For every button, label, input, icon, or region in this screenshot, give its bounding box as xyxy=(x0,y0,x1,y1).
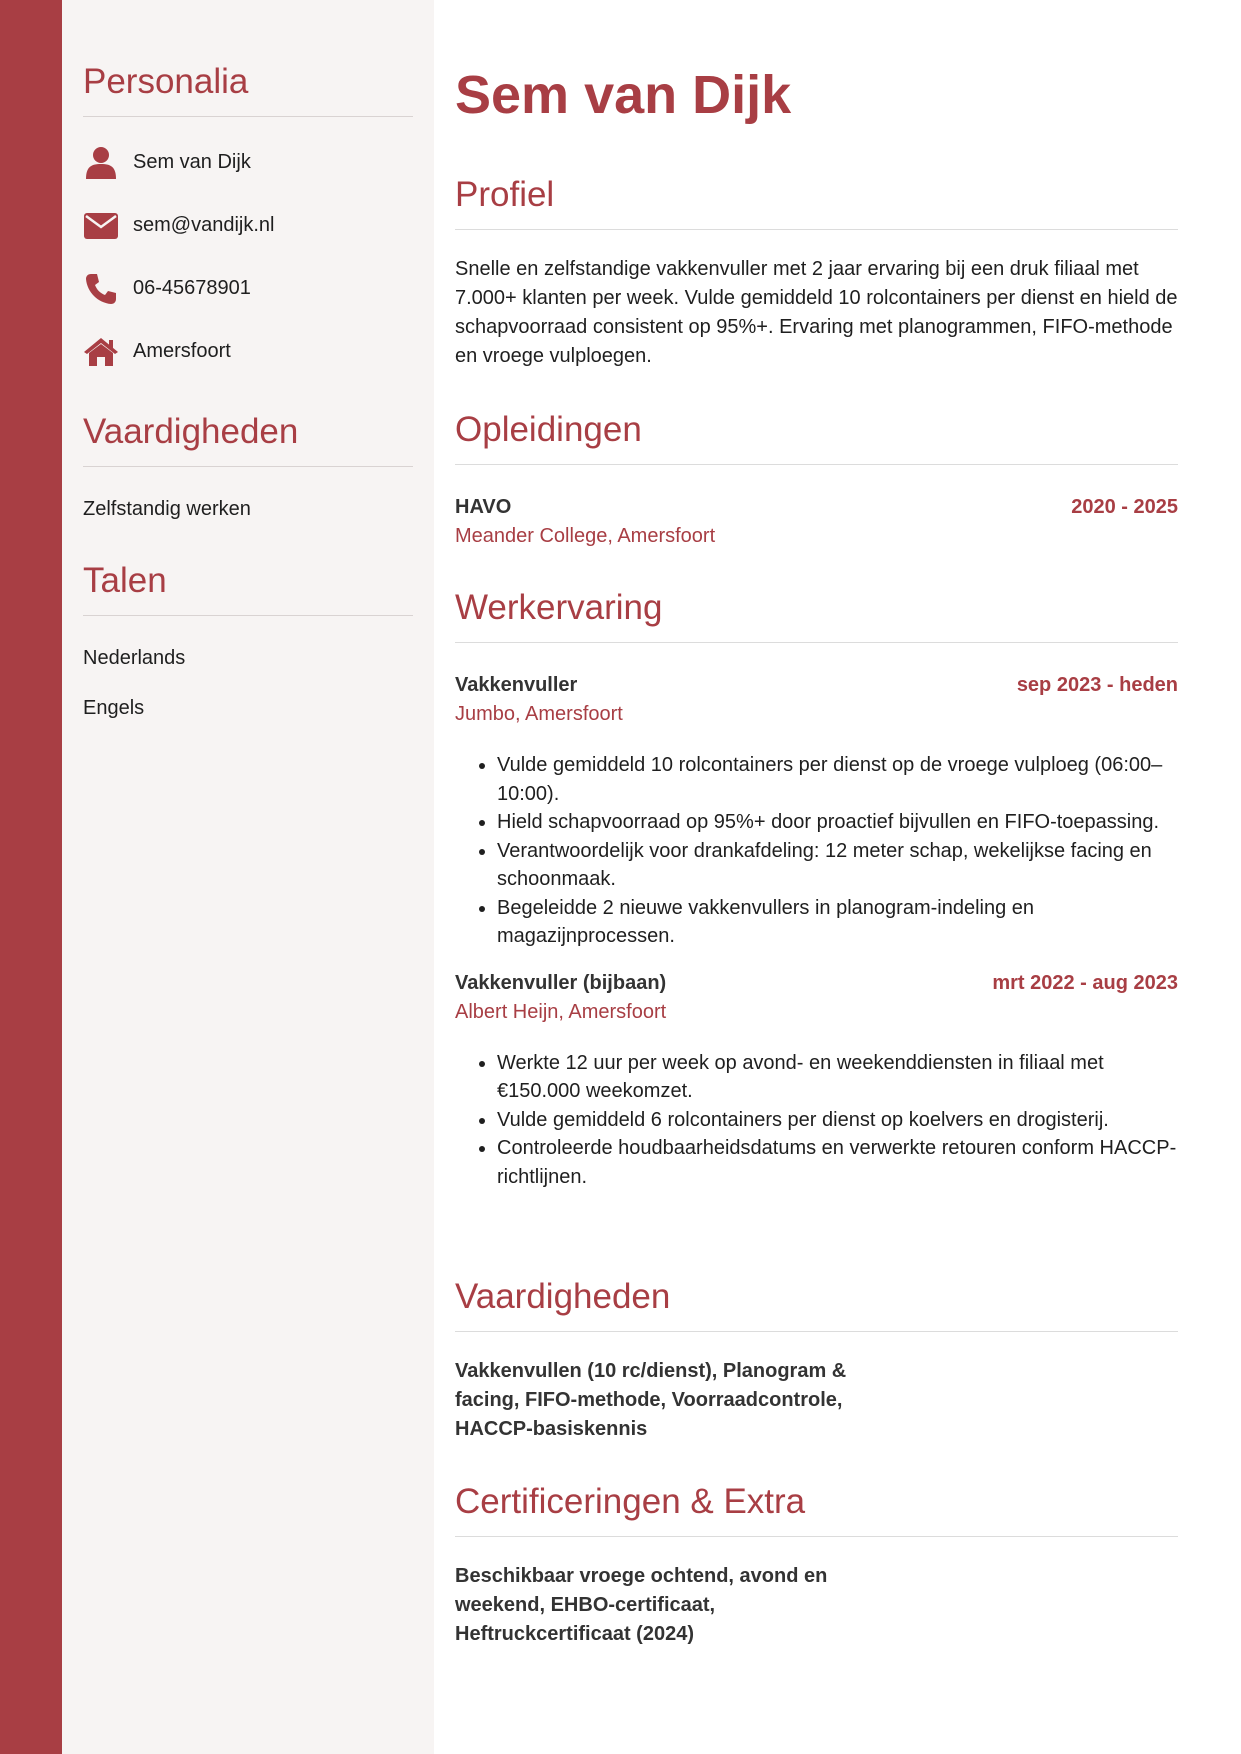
profile-heading: Profiel xyxy=(455,175,1178,230)
home-icon xyxy=(83,334,119,370)
contact-email[interactable] xyxy=(83,194,413,257)
personalia-heading: Personalia xyxy=(83,62,413,117)
education-date: 2020 - 2025 xyxy=(1071,496,1178,518)
language-item: Engels xyxy=(83,697,145,719)
education-entry xyxy=(455,496,1178,548)
contact-location xyxy=(83,320,413,383)
job-employer: Jumbo, Amersfoort xyxy=(455,703,623,725)
certifications-heading: Certificeringen & Extra xyxy=(455,1482,1178,1537)
job-bullet: • Vulde gemiddeld 10 rolcontainers per dienst op de vroege vulploeg (06:00–10:00). xyxy=(497,751,1178,808)
education-section xyxy=(455,410,1178,548)
contact-phone[interactable] xyxy=(83,257,413,320)
job-bullet: • Vulde gemiddeld 6 rolcontainers per dienst op koelvers en drogisterij. xyxy=(497,1106,1178,1135)
user-icon xyxy=(83,145,119,181)
experience-heading: Werkervaring xyxy=(455,588,1178,643)
sidebar xyxy=(62,0,434,1754)
job-bullets xyxy=(455,1049,1178,1192)
education-title: HAVO xyxy=(455,496,512,518)
contact-location-text: Amersfoort xyxy=(133,340,231,362)
phone-icon xyxy=(83,271,119,307)
job-bullet: • Begeleidde 2 nieuwe vakkenvullers in planogram-indeling en magazijnprocessen. xyxy=(497,894,1178,951)
skills-section xyxy=(455,1277,1178,1444)
job-date: mrt 2022 - aug 2023 xyxy=(992,971,1178,994)
job-bullet: • Verantwoordelijk voor drankafdeling: 12 meter schap, wekelijkse facing en schoonmaak. xyxy=(497,837,1178,894)
contact-phone-text[interactable]: 06-45678901 xyxy=(133,277,251,299)
sidebar-skills-heading: Vaardigheden xyxy=(83,412,413,467)
profile-text: Snelle en zelfstandige vakkenvuller met 2 jaar ervaring bij een druk filiaal met 7.000+ klanten per week. Vulde gemiddeld 10 rolcontainers per dienst en hield de schapvoorraad consistent op 95%+. Ervaring met planogrammen, FIFO-methode en vroege vulploegen. xyxy=(455,258,1178,367)
job-bullet: • Hield schapvoorraad op 95%+ door proactief bijvullen en FIFO-toepassing. xyxy=(497,808,1178,837)
experience-entry xyxy=(455,972,1178,1192)
language-item: Nederlands xyxy=(83,647,186,669)
education-school: Meander College, Amersfoort xyxy=(455,525,716,547)
job-title: Vakkenvuller xyxy=(455,674,578,696)
job-bullets xyxy=(455,751,1178,951)
job-date: sep 2023 - heden xyxy=(1016,674,1178,696)
candidate-name: Sem van Dijk xyxy=(455,65,792,125)
job-employer: Albert Heijn, Amersfoort xyxy=(455,1000,667,1023)
sidebar-skills-section xyxy=(83,412,413,521)
certifications-section xyxy=(455,1482,1178,1649)
personalia-section xyxy=(83,62,413,383)
contact-name-text: Sem van Dijk xyxy=(133,151,251,173)
skills-heading: Vaardigheden xyxy=(455,1277,1178,1332)
sidebar-skill-item: Zelfstandig werken xyxy=(83,498,251,520)
contact-email-text[interactable]: sem@vandijk.nl xyxy=(133,214,275,236)
education-heading: Opleidingen xyxy=(455,410,1178,465)
accent-bar xyxy=(0,0,62,1754)
experience-entry xyxy=(455,674,1178,951)
languages-section xyxy=(83,561,413,720)
experience-section xyxy=(455,588,1178,1191)
contact-name xyxy=(83,131,413,194)
job-title: Vakkenvuller (bijbaan) xyxy=(455,971,667,994)
profile-section xyxy=(455,175,1178,371)
envelope-icon xyxy=(83,208,119,244)
job-bullet: • Controleerde houdbaarheidsdatums en verwerkte retouren conform HACCP-richtlijnen. xyxy=(497,1134,1178,1191)
languages-heading: Talen xyxy=(83,561,413,616)
skills-text: Vakkenvullen (10 rc/dienst), Planogram & facing, FIFO-methode, Voorraadcontrole, HACCP-basiskennis xyxy=(455,1360,847,1440)
job-bullet: • Werkte 12 uur per week op avond- en weekenddiensten in filiaal met €150.000 weekomzet. xyxy=(497,1049,1178,1106)
certifications-text: Beschikbaar vroege ochtend, avond en weekend, EHBO-certificaat, Heftruckcertificaat (2024) xyxy=(455,1565,828,1645)
main-content xyxy=(434,0,1241,1754)
